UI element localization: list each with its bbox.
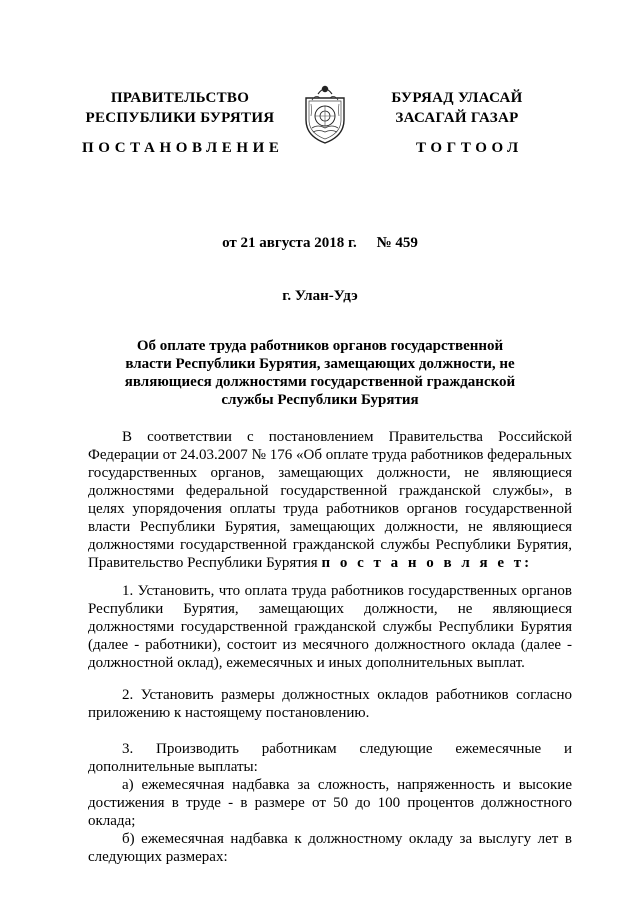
doc-number: № 459 [376,235,418,251]
item-1 [88,582,572,672]
item-3 [88,740,572,866]
preamble [88,428,572,572]
item-1-text: 1. Установить, что оплата труда работников государственных органов Республики Бурятия, замещающих должности, не являющиеся должностями государственной гражданской службы Республики Бурятия (далее - работники), состоит из месячного должностного оклада (далее - должностной оклад), ежемесячных и иных дополнительных выплат. [88,583,572,671]
date-line [0,235,640,252]
item-2 [88,686,572,722]
org-name-line2: РЕСПУБЛИКИ БУРЯТИЯ [85,110,275,126]
item-3-text: 3. Производить работникам следующие ежемесячные и дополнительные выплаты: [88,741,572,775]
item-2-text: 2. Установить размеры должностных окладов работников согласно приложению к настоящему постановлению. [88,687,572,721]
doc-type-bur: ТОГТООЛ [416,140,523,156]
doc-type-ru: ПОСТАНОВЛЕНИЕ [82,140,284,156]
org-name-bur-line1: БУРЯАД УЛАСАЙ [391,90,523,106]
preamble-keyword: п о с т а н о в л я е т: [321,555,533,571]
item-3a-text: а) ежемесячная надбавка за сложность, напряженность и высокие достижения в труде - в размере от 50 до 100 процентов должностного оклада; [88,777,572,829]
header-left [82,88,278,128]
emblem-icon [298,76,352,146]
header-right [372,88,542,128]
doc-date: от 21 августа 2018 г. [222,235,357,251]
item-3b-text: б) ежемесячная надбавка к должностному окладу за выслугу лет в следующих размерах: [88,831,572,865]
preamble-text: В соответствии с постановлением Правительства Российской Федерации от 24.03.2007 № 176 «Об оплате труда работников федеральных государственных органов, замещающих должности, не являющиеся должностями федеральной государственной гражданской службы», в целях упорядочения оплаты труда работников органов государственной власти Республики Бурятия, замещающих должности, не являющиеся должностями государственной гражданской службы Республики Бурятия, Правительство Республики Бурятия [88,429,572,571]
org-name-bur-line2: ЗАСАГАЙ ГАЗАР [395,110,519,126]
doc-title: Об оплате труда работников органов государственной власти Республики Бурятия, замещающих должности, не являющиеся должностями государственной гражданской службы Республики Бурятия [124,338,516,408]
doc-city: г. Улан-Удэ [282,288,358,304]
org-name-line1: ПРАВИТЕЛЬСТВО [110,90,250,106]
